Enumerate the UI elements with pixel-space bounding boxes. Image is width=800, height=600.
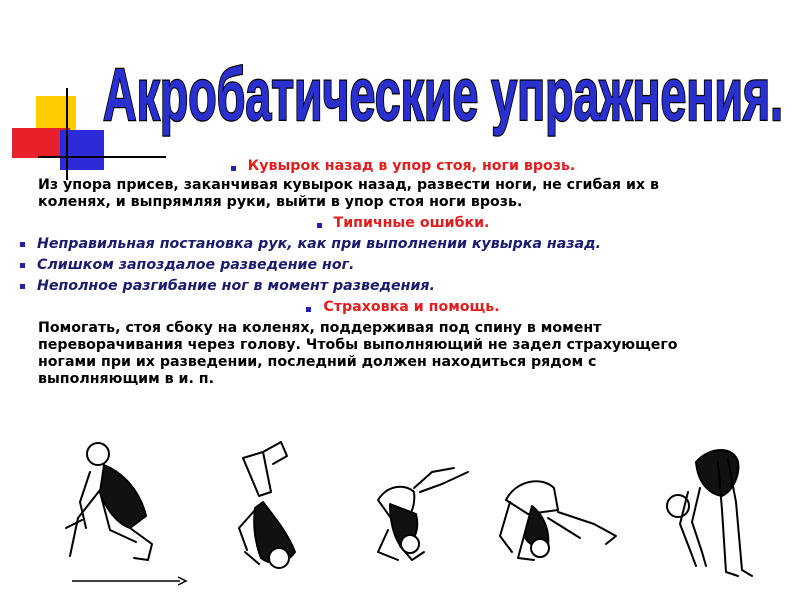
error-list-item xyxy=(20,278,788,295)
bullet-square-icon xyxy=(20,263,25,268)
exercise-description-line: коленях, и выпрямляя руки, выйти в упор стоя ноги врозь. xyxy=(38,194,523,210)
exercise-heading-text: Кувырок назад в упор стоя, ноги врозь. xyxy=(247,158,576,174)
page-title xyxy=(98,28,798,148)
legs-apart-rolling-figure xyxy=(488,440,633,580)
errors-heading xyxy=(18,215,788,232)
error-item-text: Слишком запоздалое разведение ног. xyxy=(37,257,355,273)
direction-arrow-icon xyxy=(70,572,188,584)
exercise-description-line: Из упора присев, заканчивая кувырок назад, развести ноги, не сгибая их в xyxy=(38,177,659,193)
help-description-line: Помогать, стоя сбоку на коленях, поддерживая под спину в момент xyxy=(38,320,602,336)
error-item-text: Неполное разгибание ног в момент разведения. xyxy=(37,278,435,294)
error-list-item xyxy=(20,257,788,274)
page-title-text: Акробатические упражнения. xyxy=(103,53,783,136)
help-description-line: выполняющим в и. п. xyxy=(38,371,214,387)
errors-heading-text: Типичные ошибки. xyxy=(333,215,490,231)
main-content xyxy=(18,158,788,388)
squat-start-figure xyxy=(60,432,170,567)
shoulder-stand-figure xyxy=(350,448,480,588)
help-heading xyxy=(18,299,788,316)
error-item-text: Неправильная постановка рук, как при выполнении кувырка назад. xyxy=(37,236,601,252)
bullet-square-icon xyxy=(306,307,311,312)
error-list-item xyxy=(20,236,788,253)
stand-legs-apart-figure xyxy=(652,432,762,582)
bullet-square-icon xyxy=(317,223,322,228)
help-description xyxy=(38,320,788,388)
back-roll-tuck-figure xyxy=(215,432,325,582)
bullet-square-icon xyxy=(231,166,236,171)
help-description-line: переворачивания через голову. Чтобы выполняющий не задел страхующего xyxy=(38,337,678,353)
help-heading-text: Страховка и помощь. xyxy=(323,299,500,315)
exercise-heading xyxy=(18,158,788,175)
bullet-square-icon xyxy=(20,284,25,289)
exercise-description xyxy=(38,177,788,211)
help-description-line: ногами при их разведении, последний должен находиться рядом с xyxy=(38,354,597,370)
bullet-square-icon xyxy=(20,242,25,247)
